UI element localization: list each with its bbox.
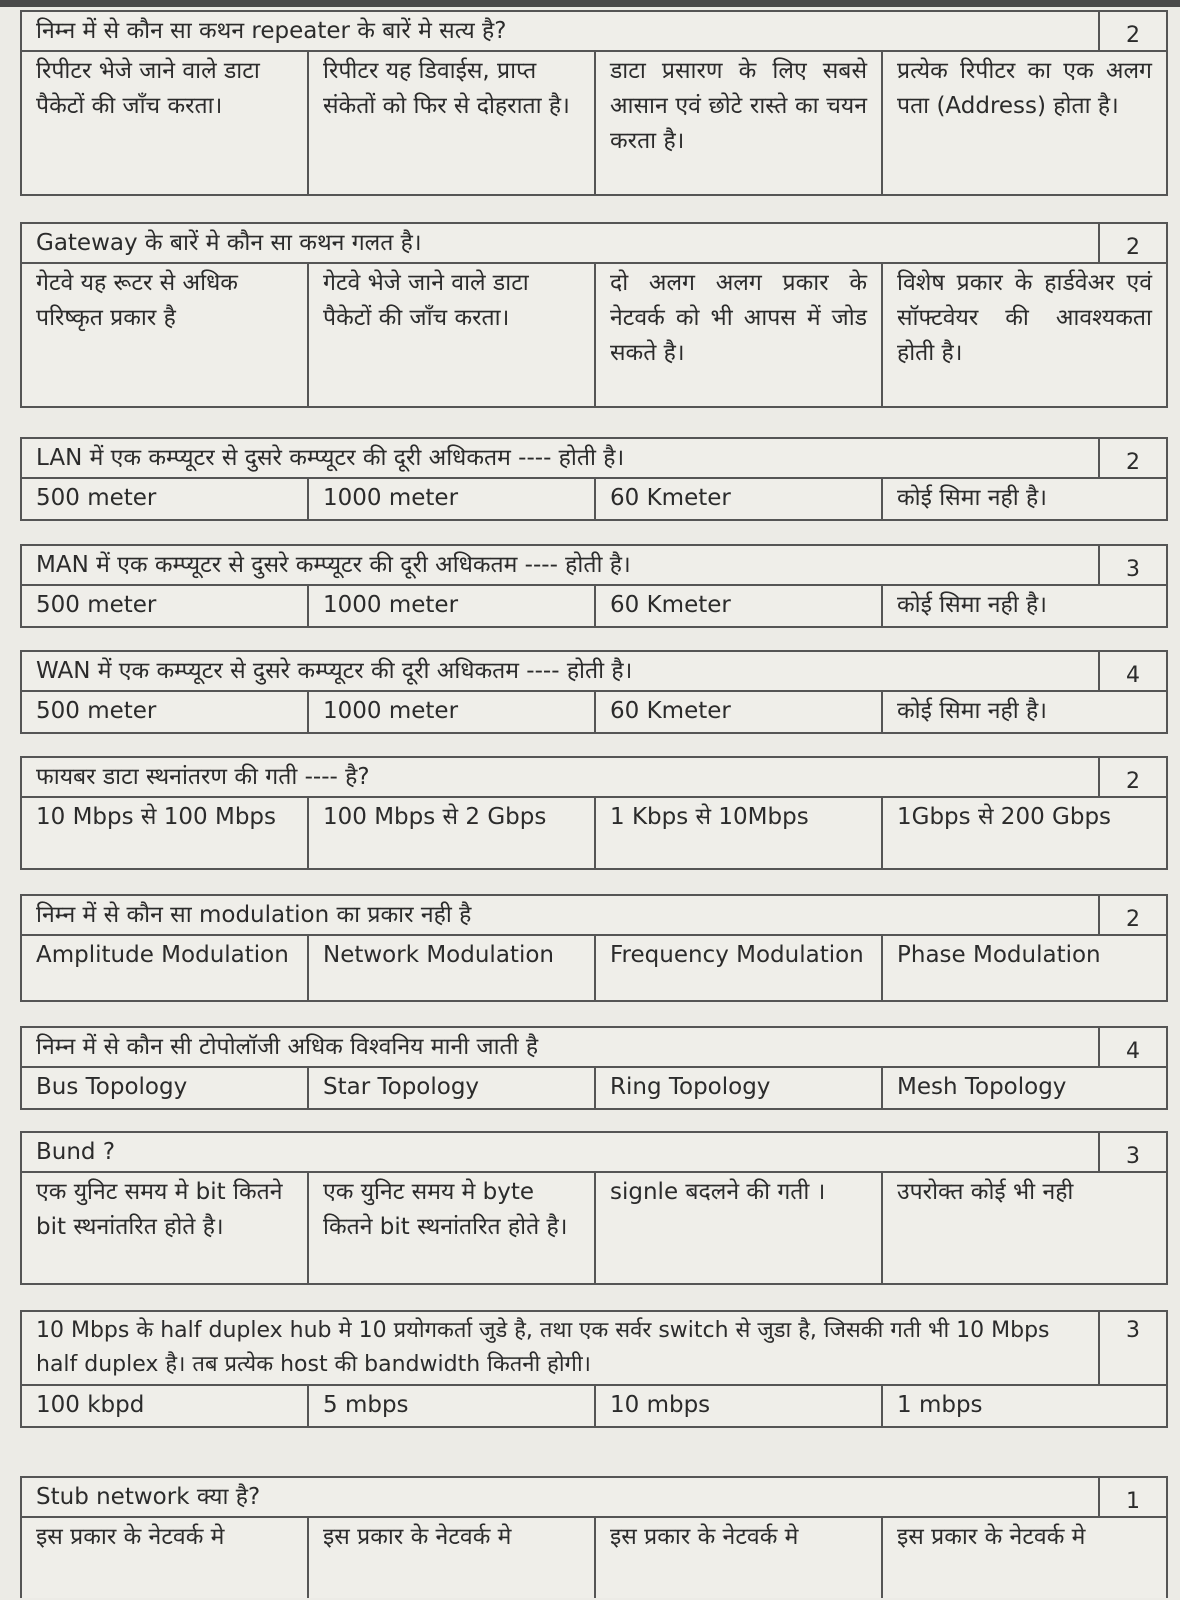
option-b: 1000 meter bbox=[309, 692, 596, 732]
option-b: एक युनिट समय मे byte कितने bit स्थनांतरित होते है। bbox=[309, 1173, 596, 1283]
option-d: Mesh Topology bbox=[897, 1074, 1067, 1100]
question-block bbox=[20, 894, 1168, 1002]
option-d: विशेष प्रकार के हार्डवेअर एवं सॉफ्टवेयर की आवश्यकता होती है। bbox=[897, 270, 1152, 366]
question-block bbox=[20, 1310, 1168, 1428]
question-block bbox=[20, 756, 1168, 870]
option-a: इस प्रकार के नेटवर्क मे bbox=[22, 1518, 309, 1598]
option-d: Phase Modulation bbox=[897, 942, 1101, 968]
question-text: Gateway के बारें मे कौन सा कथन गलत है। bbox=[36, 230, 422, 256]
question-marks: 2 bbox=[1098, 896, 1166, 934]
option-d: कोई सिमा नही है। bbox=[897, 485, 1047, 511]
question-text: 10 Mbps के half duplex hub मे 10 प्रयोगकर्ता जुडे है, तथा एक सर्वर switch से जुडा है, जिसकी गती भी 10 Mbps half duplex है। तब प्रत्येक host की bandwidth कितनी होगी। bbox=[36, 1318, 1057, 1377]
option-b: इस प्रकार के नेटवर्क मे bbox=[309, 1518, 596, 1598]
option-c: डाटा प्रसारण के लिए सबसे आसान एवं छोटे रास्ते का चयन करता है। bbox=[596, 52, 883, 194]
question-marks: 2 bbox=[1098, 12, 1166, 50]
option-d: कोई सिमा नही है। bbox=[897, 698, 1047, 724]
option-d: उपरोक्त कोई भी नही bbox=[897, 1179, 1074, 1205]
option-a: गेटवे यह रूटर से अधिक परिष्कृत प्रकार है bbox=[22, 264, 309, 406]
option-c: 10 mbps bbox=[596, 1386, 883, 1426]
question-text: निम्न में से कौन सा modulation का प्रकार नही है bbox=[36, 902, 472, 928]
question-text: फायबर डाटा स्थनांतरण की गती ---- है? bbox=[36, 764, 370, 790]
option-c: signle बदलने की गती । bbox=[596, 1173, 883, 1283]
option-b: 5 mbps bbox=[309, 1386, 596, 1426]
option-a: 500 meter bbox=[22, 586, 309, 626]
option-b: 1000 meter bbox=[309, 479, 596, 519]
question-text: LAN में एक कम्प्यूटर से दुसरे कम्प्यूटर की दूरी अधिकतम ---- होती है। bbox=[36, 445, 625, 471]
option-c: Frequency Modulation bbox=[596, 936, 883, 1000]
question-text: Stub network क्या है? bbox=[36, 1484, 261, 1510]
top-edge-bar bbox=[0, 0, 1180, 7]
question-marks: 3 bbox=[1098, 1133, 1166, 1171]
option-c: 1 Kbps से 10Mbps bbox=[596, 798, 883, 868]
option-c: 60 Kmeter bbox=[596, 479, 883, 519]
question-text: Bund ? bbox=[36, 1139, 116, 1165]
option-b: रिपीटर यह डिवाईस, प्राप्त संकेतों को फिर से दोहराता है। bbox=[309, 52, 596, 194]
option-a: एक युनिट समय मे bit कितने bit स्थनांतरित होते है। bbox=[22, 1173, 309, 1283]
option-c: 60 Kmeter bbox=[596, 586, 883, 626]
question-block bbox=[20, 1131, 1168, 1285]
question-marks: 1 bbox=[1098, 1478, 1166, 1516]
option-a: रिपीटर भेजे जाने वाले डाटा पैकेटों की जाँच करता। bbox=[22, 52, 309, 194]
question-marks: 3 bbox=[1098, 1312, 1166, 1384]
option-a: 100 kbpd bbox=[22, 1386, 309, 1426]
option-c: इस प्रकार के नेटवर्क मे bbox=[596, 1518, 883, 1598]
question-marks: 2 bbox=[1098, 439, 1166, 477]
question-block bbox=[20, 650, 1168, 734]
question-block bbox=[20, 1476, 1168, 1598]
option-d: कोई सिमा नही है। bbox=[897, 592, 1047, 618]
option-c: दो अलग अलग प्रकार के नेटवर्क को भी आपस में जोड सकते है। bbox=[596, 264, 883, 406]
option-d: प्रत्येक रिपीटर का एक अलग पता (Address) होता है। bbox=[897, 58, 1152, 119]
option-a: 500 meter bbox=[22, 479, 309, 519]
option-b: Star Topology bbox=[309, 1068, 596, 1108]
question-marks: 4 bbox=[1098, 652, 1166, 690]
question-block bbox=[20, 437, 1168, 521]
option-c: Ring Topology bbox=[596, 1068, 883, 1108]
question-block bbox=[20, 1026, 1168, 1110]
option-a: Amplitude Modulation bbox=[22, 936, 309, 1000]
option-b: गेटवे भेजे जाने वाले डाटा पैकेटों की जाँच करता। bbox=[309, 264, 596, 406]
question-marks: 2 bbox=[1098, 758, 1166, 796]
option-b: 1000 meter bbox=[309, 586, 596, 626]
option-d: 1 mbps bbox=[897, 1392, 983, 1418]
option-a: Bus Topology bbox=[22, 1068, 309, 1108]
option-b: Network Modulation bbox=[309, 936, 596, 1000]
question-marks: 2 bbox=[1098, 224, 1166, 262]
question-text: निम्न में से कौन सी टोपोलॉजी अधिक विश्वनिय मानी जाती है bbox=[36, 1034, 539, 1060]
question-block bbox=[20, 10, 1168, 196]
option-d: 1Gbps से 200 Gbps bbox=[897, 804, 1112, 830]
option-a: 500 meter bbox=[22, 692, 309, 732]
question-text: MAN में एक कम्प्यूटर से दुसरे कम्प्यूटर की दूरी अधिकतम ---- होती है। bbox=[36, 552, 631, 578]
option-c: 60 Kmeter bbox=[596, 692, 883, 732]
question-block bbox=[20, 222, 1168, 408]
question-text: WAN में एक कम्प्यूटर से दुसरे कम्प्यूटर की दूरी अधिकतम ---- होती है। bbox=[36, 658, 633, 684]
question-block bbox=[20, 544, 1168, 628]
question-marks: 4 bbox=[1098, 1028, 1166, 1066]
question-text: निम्न में से कौन सा कथन repeater के बारें मे सत्य है? bbox=[36, 18, 507, 44]
question-marks: 3 bbox=[1098, 546, 1166, 584]
option-d: इस प्रकार के नेटवर्क मे bbox=[897, 1524, 1086, 1550]
option-b: 100 Mbps से 2 Gbps bbox=[309, 798, 596, 868]
option-a: 10 Mbps से 100 Mbps bbox=[22, 798, 309, 868]
